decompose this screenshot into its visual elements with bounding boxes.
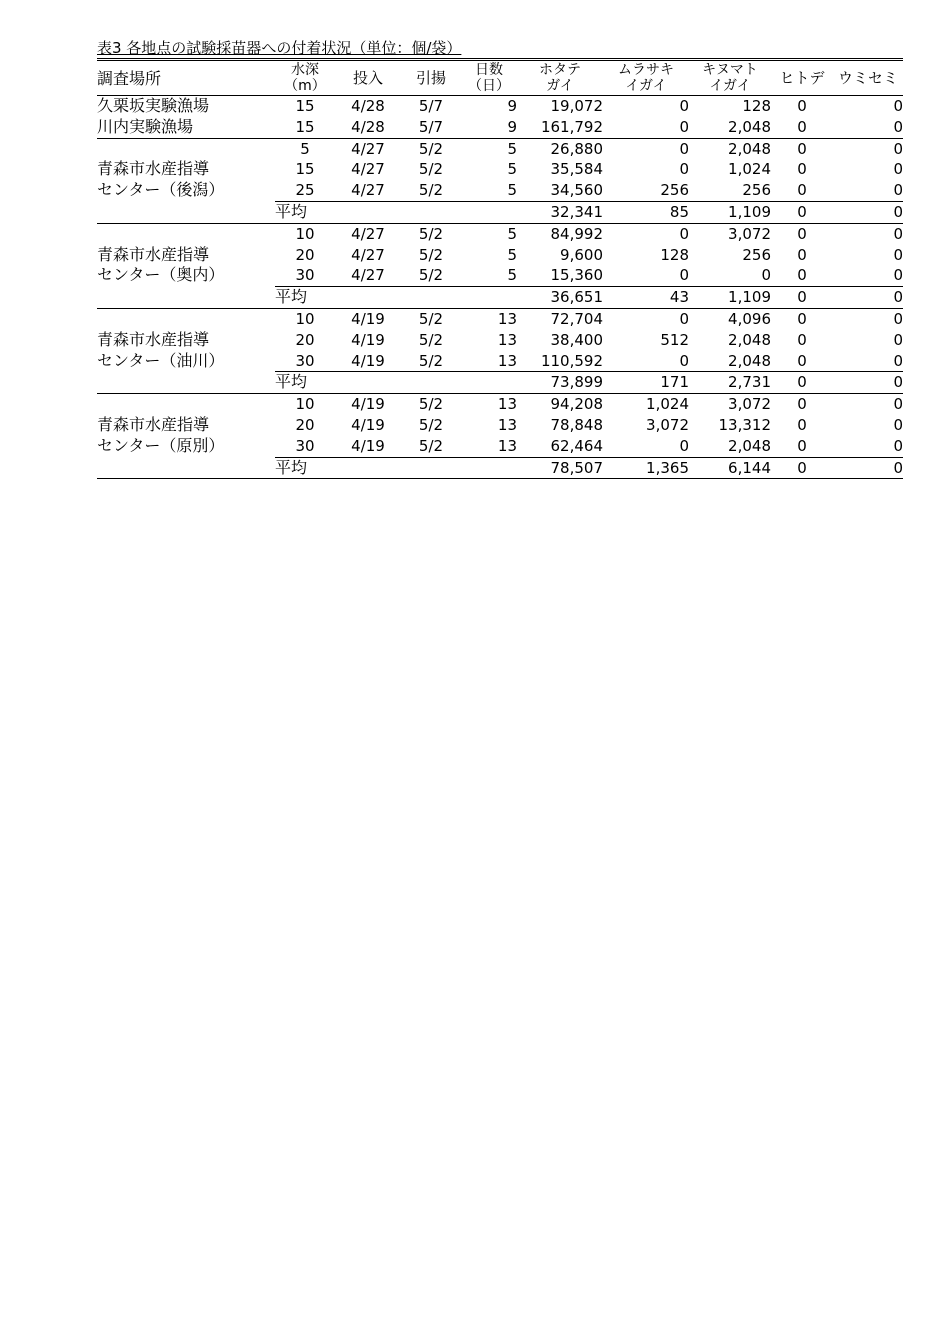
location-line2: センター（原別） [97,435,225,455]
location-line1: 青森市水産指導 [97,414,210,434]
cell-location: 久栗坂実験漁場 [97,96,210,115]
header-location: 調査場所 [97,60,275,96]
header-depth-line2: （m） [284,78,326,94]
average-barnacle: 0 [833,287,903,309]
cell-kinu: 13,312 [718,415,771,434]
header-retrieve: 引揚 [401,60,461,96]
cell-kinu: 3,072 [728,395,771,414]
average-label: 平均 [275,457,517,479]
cell-barnacle: 0 [893,139,903,158]
table-row [97,117,903,138]
cell-mussel: 256 [660,181,689,200]
location-spacer [97,139,275,160]
cell-retrieve: 5/2 [418,160,444,179]
cell-barnacle: 0 [893,224,903,243]
cell-depth: 15 [275,117,335,138]
table-caption: 表3 各地点の試験採苗器への付着状況（単位：個/袋） [97,39,462,57]
table-body [97,96,903,139]
average-mussel: 85 [603,201,689,223]
cell-depth: 25 [295,181,315,200]
header-days-line1: 日数 [475,62,503,78]
cell-starfish: 0 [797,139,807,158]
cell-barnacle: 0 [893,351,903,370]
cell-scallop: 110,592 [540,351,603,370]
cell-scallop: 15,360 [550,266,603,285]
table-row [97,96,903,117]
cell-location-empty [97,372,275,394]
cell-retrieve: 5/2 [418,436,444,455]
cell-retrieve: 5/2 [418,309,444,328]
cell-depth: 5 [300,139,310,158]
cell-kinu: 2,048 [728,351,771,370]
cell-scallop: 9,600 [560,245,603,264]
cell-starfish: 0 [797,224,807,243]
cell-starfish: 0 [771,117,833,138]
average-scallop: 73,899 [517,372,603,394]
cell-scallop: 26,880 [550,139,603,158]
cell-mussel: 0 [679,139,689,158]
cell-location [97,308,275,371]
cell-location [97,223,275,286]
cell-days: 13 [497,395,517,414]
cell-barnacle: 0 [833,117,903,138]
cell-kinu: 2,048 [728,330,771,349]
cell-kinu: 0 [761,266,771,285]
cell-mussel: 0 [603,117,689,138]
average-barnacle: 0 [833,372,903,394]
header-kinu [689,60,771,96]
average-row [97,457,903,479]
header-scallop-line1: ホタテ [539,62,581,78]
cell-mussel: 512 [660,330,689,349]
cell-deploy: 4/27 [351,245,385,264]
cell-deploy: 4/27 [351,160,385,179]
average-starfish: 0 [771,457,833,479]
cell-starfish: 0 [797,160,807,179]
cell-barnacle: 0 [893,266,903,285]
cell-retrieve: 5/2 [418,139,444,158]
cell-scallop: 94,208 [550,395,603,414]
cell-depth: 30 [295,436,315,455]
cell-depth: 10 [295,309,315,328]
cell-days: 13 [497,330,517,349]
cell-starfish: 0 [797,97,807,115]
table-row [97,394,903,415]
cell-barnacle: 0 [893,395,903,414]
cell-deploy: 4/19 [351,436,385,455]
cell-deploy: 4/28 [351,97,385,115]
average-starfish: 0 [771,201,833,223]
cell-deploy: 4/19 [351,395,385,414]
average-row [97,287,903,309]
document-page [97,38,903,479]
average-mussel: 43 [603,287,689,309]
average-row [97,201,903,223]
cell-depth: 10 [295,395,315,414]
header-deploy: 投入 [335,60,401,96]
cell-deploy: 4/19 [351,309,385,328]
cell-retrieve: 5/2 [418,245,444,264]
cell-kinu: 2,048 [728,139,771,158]
cell-days: 5 [507,160,517,179]
cell-mussel: 128 [660,245,689,264]
cell-scallop: 35,584 [550,160,603,179]
cell-starfish: 0 [797,351,807,370]
header-mussel-line2: イガイ [625,78,667,94]
cell-days: 5 [507,139,517,158]
cell-kinu: 128 [742,97,771,115]
cell-starfish: 0 [797,181,807,200]
cell-mussel: 0 [679,224,689,243]
cell-kinu: 2,048 [689,117,771,138]
header-barnacle: ウミセミ [833,60,903,96]
cell-kinu: 2,048 [728,436,771,455]
average-barnacle: 0 [833,201,903,223]
header-row [97,60,903,96]
average-starfish: 0 [771,372,833,394]
cell-barnacle: 0 [893,245,903,264]
header-kinu-line2: イガイ [709,78,751,94]
cell-depth: 20 [295,330,315,349]
cell-scallop: 84,992 [550,224,603,243]
cell-deploy: 4/27 [351,224,385,243]
cell-barnacle: 0 [893,97,903,115]
cell-deploy: 4/19 [351,415,385,434]
location-spacer [97,309,275,330]
location-line1: 青森市水産指導 [97,329,210,349]
cell-depth: 15 [295,160,315,179]
cell-barnacle: 0 [893,309,903,328]
cell-barnacle: 0 [893,415,903,434]
cell-days: 13 [497,351,517,370]
cell-retrieve: 5/2 [418,224,444,243]
average-label: 平均 [275,372,517,394]
average-label: 平均 [275,287,517,309]
cell-days: 13 [497,309,517,328]
cell-retrieve: 5/7 [401,117,461,138]
cell-barnacle: 0 [893,436,903,455]
table-row [97,223,903,244]
cell-days: 5 [507,245,517,264]
average-scallop: 32,341 [517,201,603,223]
average-scallop: 36,651 [517,287,603,309]
cell-scallop: 38,400 [550,330,603,349]
cell-kinu: 256 [742,245,771,264]
cell-days: 5 [507,266,517,285]
cell-mussel: 0 [679,97,689,115]
cell-barnacle: 0 [893,160,903,179]
cell-scallop: 72,704 [550,309,603,328]
cell-days: 13 [497,436,517,455]
cell-scallop: 78,848 [550,415,603,434]
attachment-table [97,58,903,479]
cell-retrieve: 5/2 [418,395,444,414]
cell-starfish: 0 [797,415,807,434]
cell-location [97,394,275,457]
average-kinu: 1,109 [689,287,771,309]
cell-location: 川内実験漁場 [97,117,275,138]
cell-location [97,138,275,201]
location-spacer [97,224,275,245]
cell-location-empty [97,201,275,223]
cell-scallop: 161,792 [517,117,603,138]
average-starfish: 0 [771,287,833,309]
cell-starfish: 0 [797,309,807,328]
location-line1: 青森市水産指導 [97,159,210,179]
cell-barnacle: 0 [893,330,903,349]
cell-mussel: 0 [679,436,689,455]
cell-days: 9 [461,117,517,138]
group-section [97,138,903,479]
average-row [97,372,903,394]
cell-barnacle: 0 [893,181,903,200]
cell-location-empty [97,457,275,479]
cell-mussel: 0 [679,266,689,285]
cell-retrieve: 5/7 [418,97,444,115]
cell-scallop: 34,560 [550,181,603,200]
cell-location-empty [97,287,275,309]
cell-retrieve: 5/2 [418,181,444,200]
cell-kinu: 4,096 [728,309,771,328]
cell-mussel: 0 [679,351,689,370]
location-line2: センター（後潟） [97,180,225,200]
cell-deploy: 4/19 [351,330,385,349]
header-days-line2: （日） [468,78,510,94]
cell-mussel: 1,024 [646,395,689,414]
cell-depth: 20 [295,245,315,264]
cell-deploy: 4/27 [351,266,385,285]
cell-starfish: 0 [797,436,807,455]
cell-depth: 30 [295,351,315,370]
cell-days: 9 [507,97,517,115]
cell-retrieve: 5/2 [418,266,444,285]
cell-starfish: 0 [797,266,807,285]
average-kinu: 2,731 [689,372,771,394]
cell-starfish: 0 [797,245,807,264]
cell-starfish: 0 [797,395,807,414]
average-kinu: 1,109 [689,201,771,223]
header-scallop-line2: ガイ [546,78,574,94]
cell-deploy: 4/27 [351,139,385,158]
location-line2: センター（奥内） [97,265,225,285]
cell-depth: 15 [295,97,315,115]
average-kinu: 6,144 [689,457,771,479]
cell-scallop: 62,464 [550,436,603,455]
cell-starfish: 0 [797,330,807,349]
cell-days: 5 [507,181,517,200]
cell-depth: 30 [295,266,315,285]
cell-retrieve: 5/2 [418,330,444,349]
table-row [97,138,903,159]
cell-deploy: 4/19 [351,351,385,370]
cell-kinu: 256 [742,181,771,200]
cell-mussel: 0 [679,160,689,179]
average-mussel: 171 [603,372,689,394]
cell-deploy: 4/27 [351,181,385,200]
cell-mussel: 3,072 [646,415,689,434]
cell-deploy: 4/28 [335,117,401,138]
header-scallop [517,60,603,96]
header-mussel-line1: ムラサキ [618,62,674,78]
average-label: 平均 [275,201,517,223]
average-barnacle: 0 [833,457,903,479]
cell-retrieve: 5/2 [418,415,444,434]
average-scallop: 78,507 [517,457,603,479]
header-days [461,60,517,96]
cell-kinu: 1,024 [728,160,771,179]
location-line2: センター（油川） [97,350,225,370]
header-starfish: ヒトデ [771,60,833,96]
location-line1: 青森市水産指導 [97,244,210,264]
cell-depth: 20 [295,415,315,434]
header-mussel [603,60,689,96]
header-kinu-line1: キヌマト [702,62,758,78]
cell-scallop: 19,072 [550,97,603,115]
cell-retrieve: 5/2 [418,351,444,370]
table-row [97,308,903,329]
average-mussel: 1,365 [603,457,689,479]
cell-kinu: 3,072 [728,224,771,243]
cell-days: 5 [507,224,517,243]
location-spacer [97,394,275,415]
header-depth-line1: 水深 [291,62,319,78]
cell-mussel: 0 [679,309,689,328]
header-depth [275,60,335,96]
cell-depth: 10 [295,224,315,243]
cell-days: 13 [497,415,517,434]
